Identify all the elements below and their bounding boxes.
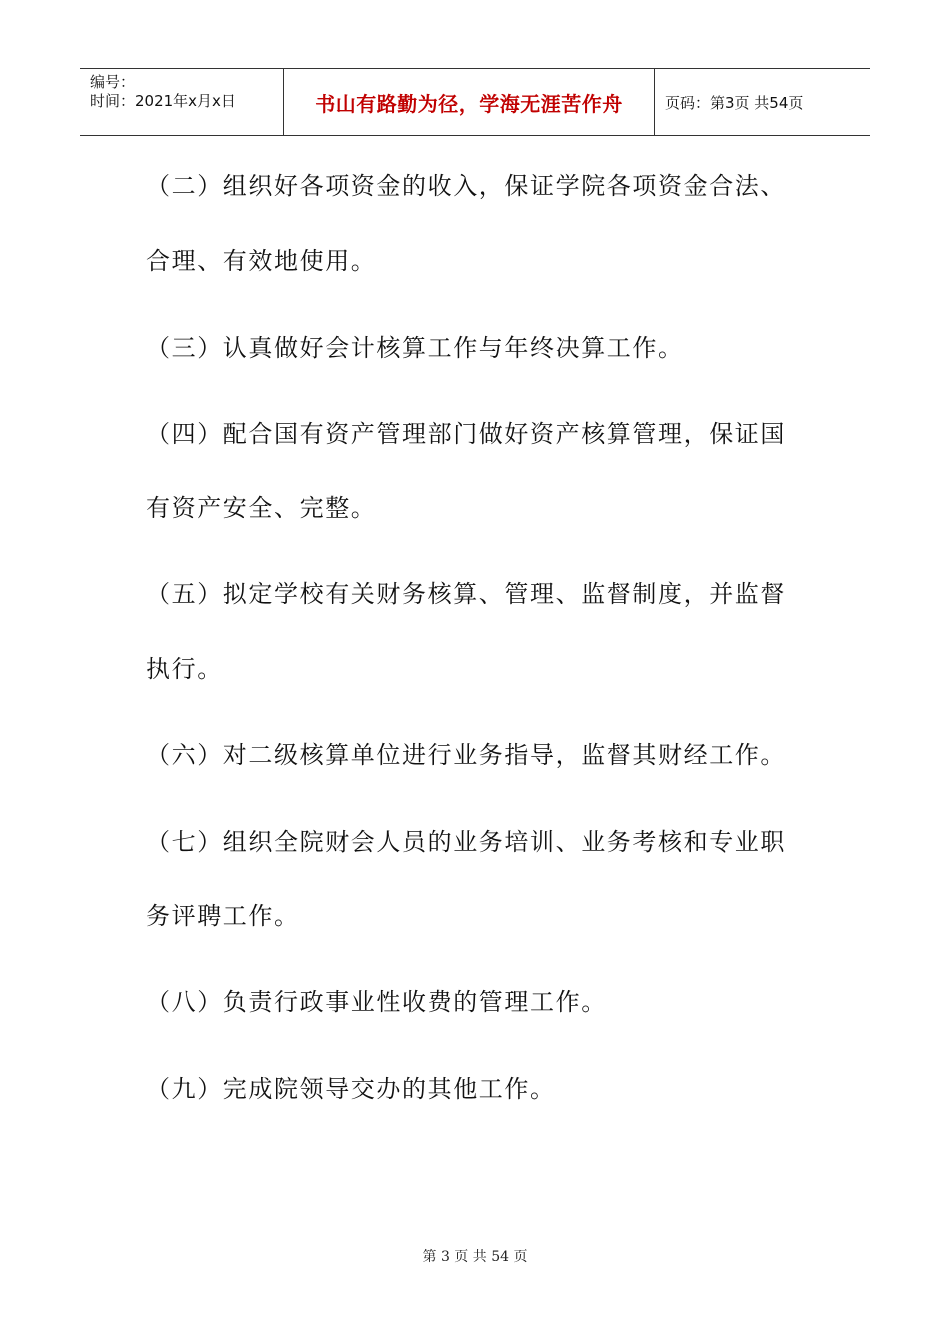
body-line: 执行。 bbox=[146, 655, 223, 683]
body-line: （五）拟定学校有关财务核算、管理、监督制度，并监督 bbox=[146, 580, 786, 608]
body-line: 合理、有效地使用。 bbox=[146, 247, 377, 275]
date-line: 时间：2021年x月x日 bbox=[90, 92, 236, 110]
body-line: （九）完成院领导交办的其他工作。 bbox=[146, 1075, 556, 1103]
body-line: （四）配合国有资产管理部门做好资产核算管理，保证国 bbox=[146, 420, 786, 448]
body-line: 务评聘工作。 bbox=[146, 902, 300, 930]
body-line: （七）组织全院财会人员的业务培训、业务考核和专业职 bbox=[146, 828, 786, 856]
serial-number-label: 编号： bbox=[90, 73, 136, 91]
page-footer: 第 3 页 共 54 页 bbox=[422, 1249, 528, 1265]
body-line: （八）负责行政事业性收费的管理工作。 bbox=[146, 988, 607, 1016]
body-line: （六）对二级核算单位进行业务指导，监督其财经工作。 bbox=[146, 741, 786, 769]
motto-text: 书山有路勤为径，学海无涯苦作舟 bbox=[315, 91, 623, 116]
body-line: 有资产安全、完整。 bbox=[146, 494, 377, 522]
header-meta-cell bbox=[80, 69, 283, 135]
header-motto-cell bbox=[283, 69, 655, 135]
page-info: 页码：第3页 共54页 bbox=[665, 93, 804, 112]
body-line: （二）组织好各项资金的收入，保证学院各项资金合法、 bbox=[146, 172, 786, 200]
page-header bbox=[80, 68, 870, 136]
header-page-cell bbox=[655, 69, 870, 135]
body-line: （三）认真做好会计核算工作与年终决算工作。 bbox=[146, 334, 684, 362]
